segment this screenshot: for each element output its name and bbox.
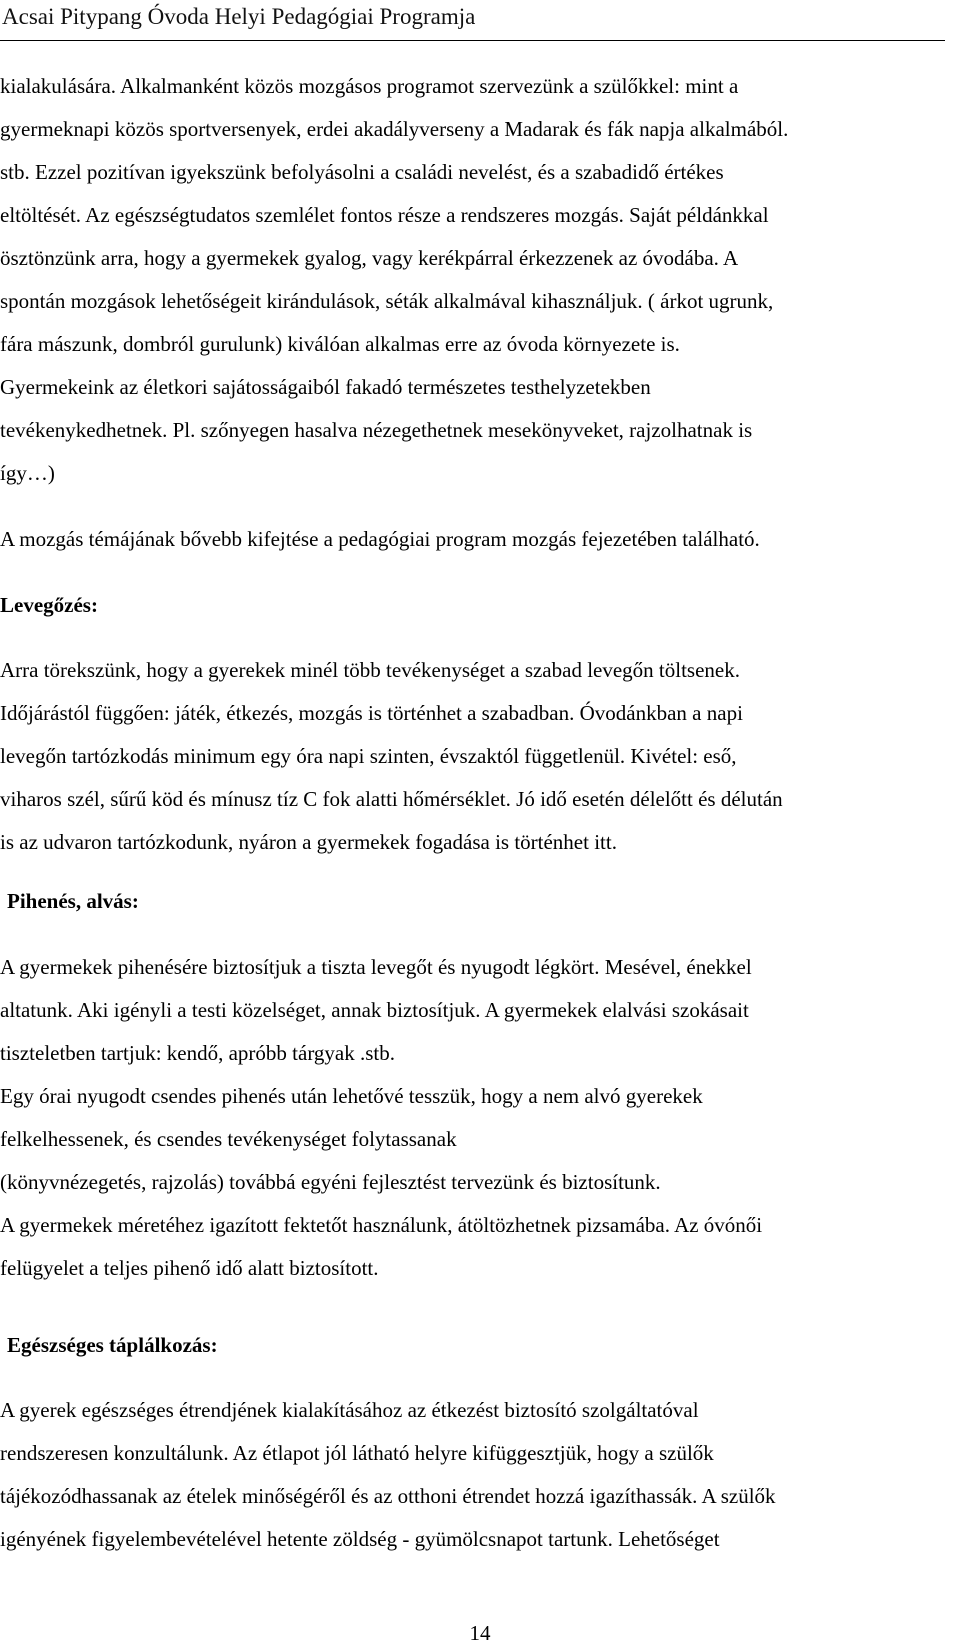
- body-line: A mozgás témájának bővebb kifejtése a pedagógiai program mozgás fejezetében található.: [0, 527, 760, 551]
- body-line: (könyvnézegetés, rajzolás) továbbá egyéni fejlesztést tervezünk és biztosítunk.: [0, 1170, 661, 1194]
- body-line: levegőn tartózkodás minimum egy óra napi szinten, évszaktól függetlenül. Kivétel: eső,: [0, 744, 737, 768]
- running-header: Acsai Pitypang Óvoda Helyi Pedagógiai Programja: [2, 4, 476, 29]
- body-line: A gyermekek pihenésére biztosítjuk a tiszta levegőt és nyugodt légkört. Mesével, énekkel: [0, 955, 752, 979]
- body-line: is az udvaron tartózkodunk, nyáron a gyermekek fogadása is történhet itt.: [0, 830, 617, 854]
- body-line: viharos szél, sűrű köd és mínusz tíz C fok alatti hőmérséklet. Jó idő esetén délelőtt és délután: [0, 787, 783, 811]
- body-line: tiszteletben tartjuk: kendő, apróbb tárgyak .stb.: [0, 1041, 396, 1065]
- body-line: ösztönzünk arra, hogy a gyermekek gyalog, vagy kerékpárral érkezzenek az óvodába. A: [0, 246, 739, 270]
- body-line: spontán mozgások lehetőségeit kirándulások, séták alkalmával kihasználjuk. ( árkot ugrunk,: [0, 289, 774, 313]
- section-heading-pihenes: Pihenés, alvás:: [7, 889, 139, 913]
- body-line: tevékenykedhetnek. Pl. szőnyegen hasalva nézegethetnek mesekönyveket, rajzolhatnak is: [0, 418, 753, 442]
- body-line: gyermeknapi közös sportversenyek, erdei akadályverseny a Madarak és fák napja alkalmából.: [0, 117, 789, 141]
- body-line: kialakulására. Alkalmanként közös mozgásos programot szervezünk a szülőkkel: mint a: [0, 74, 739, 98]
- body-line: fára mászunk, dombról gurulunk) kiválóan alkalmas erre az óvoda környezete is.: [0, 332, 680, 356]
- body-line: felügyelet a teljes pihenő idő alatt biztosított.: [0, 1256, 379, 1280]
- header-divider: [0, 40, 945, 41]
- body-line: így…): [0, 461, 55, 485]
- body-line: A gyermekek méretéhez igazított fektetőt használunk, átöltözhetnek pizsamába. Az óvónői: [0, 1213, 763, 1237]
- body-line: Időjárástól függően: játék, étkezés, mozgás is történhet a szabadban. Óvodánkban a napi: [0, 701, 743, 725]
- page-number: 14: [469, 1621, 491, 1645]
- body-line: eltöltését. Az egészségtudatos szemlélet fontos része a rendszeres mozgás. Saját példánkkal: [0, 203, 769, 227]
- body-line: altatunk. Aki igényli a testi közelséget, annak biztosítjuk. A gyermekek elalvási szokásait: [0, 998, 749, 1022]
- body-line: tájékozódhassanak az ételek minőségéről és az otthoni étrendet hozzá igazíthassák. A szülők: [0, 1484, 776, 1508]
- body-line: felkelhessenek, és csendes tevékenységet folytassanak: [0, 1127, 457, 1151]
- body-line: Arra törekszünk, hogy a gyerekek minél több tevékenységet a szabad levegőn töltsenek.: [0, 658, 740, 682]
- body-line: A gyerek egészséges étrendjének kialakításához az étkezést biztosító szolgáltatóval: [0, 1398, 699, 1422]
- body-line: rendszeresen konzultálunk. Az étlapot jól látható helyre kifüggesztjük, hogy a szülők: [0, 1441, 714, 1465]
- body-line: Egy órai nyugodt csendes pihenés után lehetővé tesszük, hogy a nem alvó gyerekek: [0, 1084, 703, 1108]
- body-line: igényének figyelembevételével hetente zöldség - gyümölcsnapot tartunk. Lehetőséget: [0, 1527, 720, 1551]
- section-heading-taplalkozas: Egészséges táplálkozás:: [7, 1333, 218, 1357]
- section-heading-levegozes: Levegőzés:: [0, 593, 98, 617]
- body-line: Gyermekeink az életkori sajátosságaiból fakadó természetes testhelyzetekben: [0, 375, 651, 399]
- body-line: stb. Ezzel pozitívan igyekszünk befolyásolni a családi nevelést, és a szabadidő értékes: [0, 160, 724, 184]
